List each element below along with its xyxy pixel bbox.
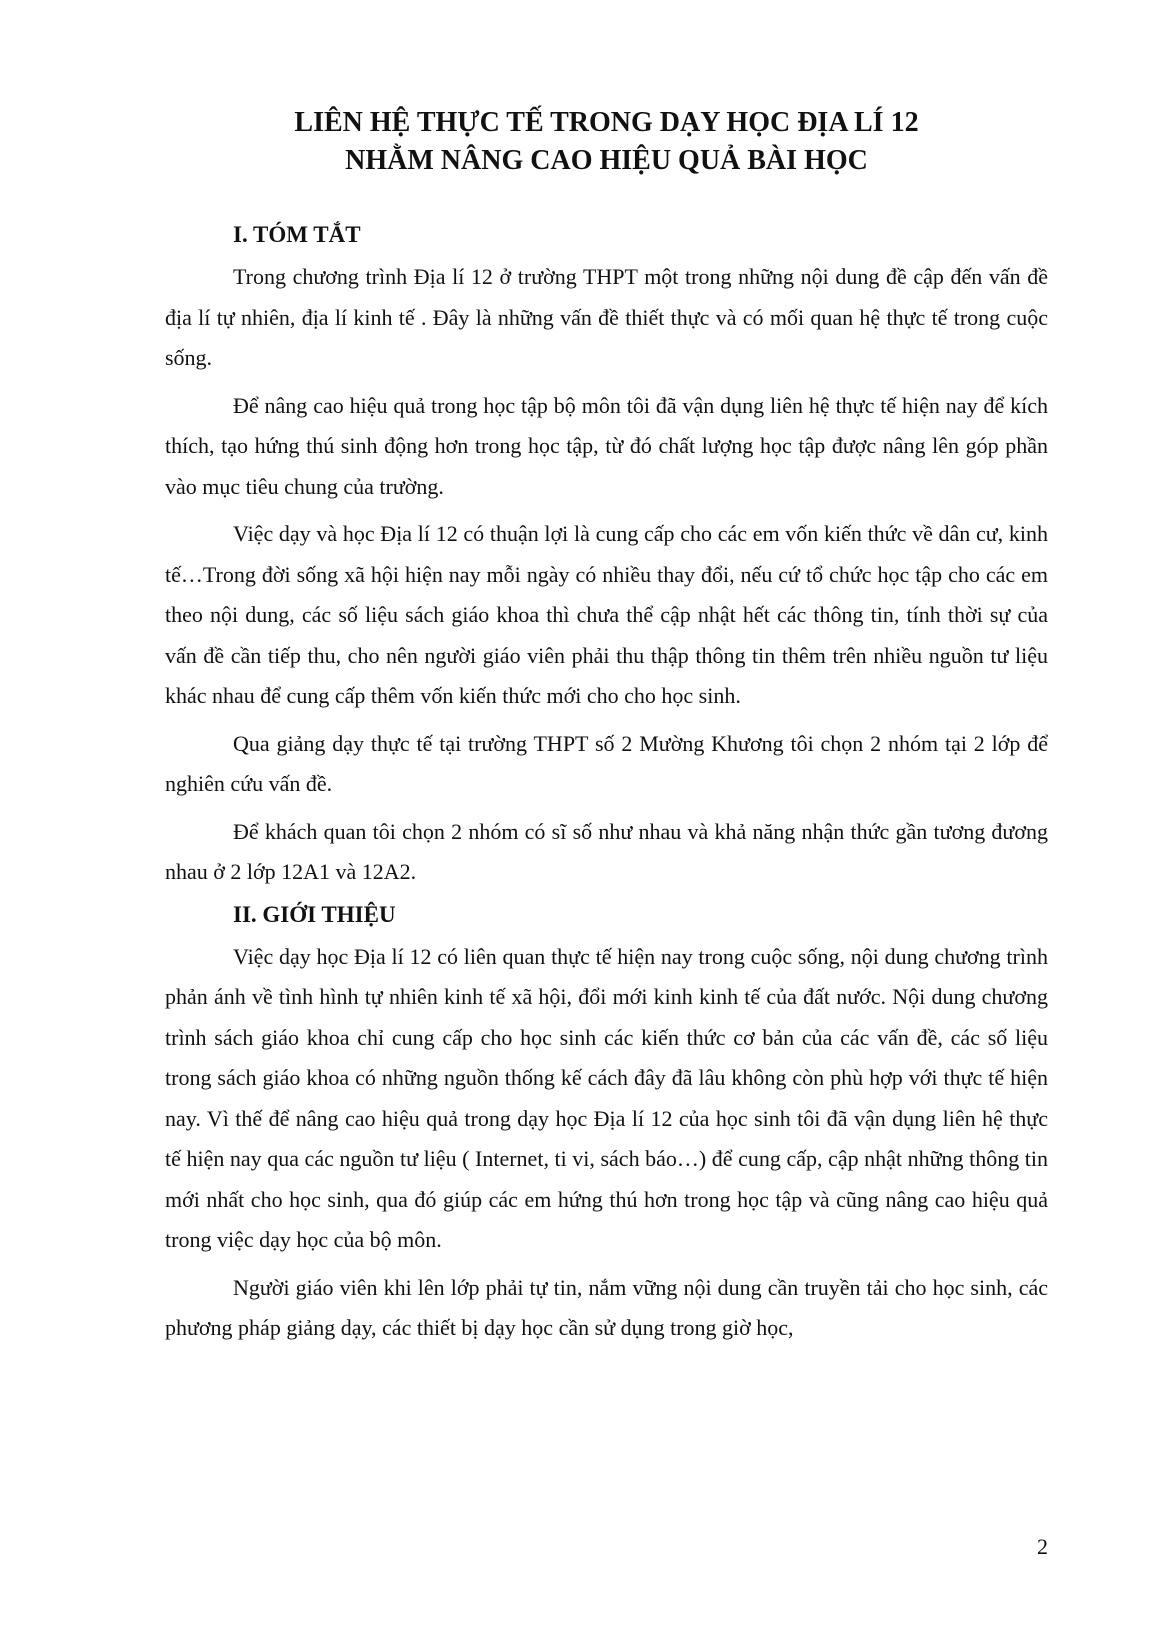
page-number: 2	[1037, 1534, 1048, 1559]
section-1-heading: I. TÓM TẮT	[233, 222, 361, 247]
section-1-paragraph-1: Trong chương trình Địa lí 12 ở trường THPT một trong những nội dung đề cập đến vấn đề địa lí tự nhiên, địa lí kinh tế . Đây là những vấn đề thiết thực và có mối quan hệ thực tế trong cuộc sống.	[165, 264, 1048, 370]
title-line-2: NHẰM NÂNG CAO HIỆU QUẢ BÀI HỌC	[345, 145, 868, 176]
document-body	[165, 213, 1048, 1349]
section-1-paragraph-5: Để khách quan tôi chọn 2 nhóm có sĩ số như nhau và khả năng nhận thức gần tương đương nhau ở 2 lớp 12A1 và 12A2.	[165, 818, 1048, 884]
section-1-paragraph-4: Qua giảng dạy thực tế tại trường THPT số 2 Mường Khương tôi chọn 2 nhóm tại 2 lớp để nghiên cứu vấn đề.	[165, 730, 1048, 796]
section-2-heading: II. GIỚI THIỆU	[233, 901, 396, 927]
section-2-paragraph-2: Người giáo viên khi lên lớp phải tự tin, nắm vững nội dung cần truyền tải cho học sinh, các phương pháp giảng dạy, các thiết bị dạy học cần sử dụng trong giờ học,	[165, 1274, 1048, 1340]
section-1-paragraph-3: Việc dạy và học Địa lí 12 có thuận lợi là cung cấp cho các em vốn kiến thức về dân cư, kinh tế…Trong đời sống xã hội hiện nay mỗi ngày có nhiều thay đổi, nếu cứ tổ chức học tập cho các em theo nội dung, các số liệu sách giáo khoa thì chưa thể cập nhật hết các thông tin, tính thời sự của vấn đề cần tiếp thu, cho nên người giáo viên phải thu thập thông tin thêm trên nhiều nguồn tư liệu khác nhau để cung cấp thêm vốn kiến thức mới cho cho học sinh.	[165, 521, 1048, 708]
document-title	[160, 104, 1053, 180]
title-line-1: LIÊN HỆ THỰC TẾ TRONG DẠY HỌC ĐỊA LÍ 12	[294, 107, 919, 138]
section-1-paragraph-2: Để nâng cao hiệu quả trong học tập bộ môn tôi đã vận dụng liên hệ thực tế hiện nay để kích thích, tạo hứng thú sinh động hơn trong học tập, từ đó chất lượng học tập được nâng lên góp phần vào mục tiêu chung của trường.	[165, 392, 1048, 499]
section-2-paragraph-1: Việc dạy học Địa lí 12 có liên quan thực tế hiện nay trong cuộc sống, nội dung chương trình phản ánh về tình hình tự nhiên kinh tế xã hội, đổi mới kinh kinh tế của đất nước. Nội dung chương trình sách giáo khoa chỉ cung cấp cho học sinh các kiến thức cơ bản của các vấn đề, các số liệu trong sách giáo khoa có những nguồn thống kế cách đây đã lâu không còn phù hợp với thực tế hiện nay. Vì thế để nâng cao hiệu quả trong dạy học Địa lí 12 của học sinh tôi đã vận dụng liên hệ thực tế hiện nay qua các nguồn tư liệu ( Internet, ti vi, sách báo…) để cung cấp, cập nhật những thông tin mới nhất cho học sinh, qua đó giúp các em hứng thú hơn trong học tập và cũng nâng cao hiệu quả trong việc dạy học của bộ môn.	[165, 943, 1048, 1252]
